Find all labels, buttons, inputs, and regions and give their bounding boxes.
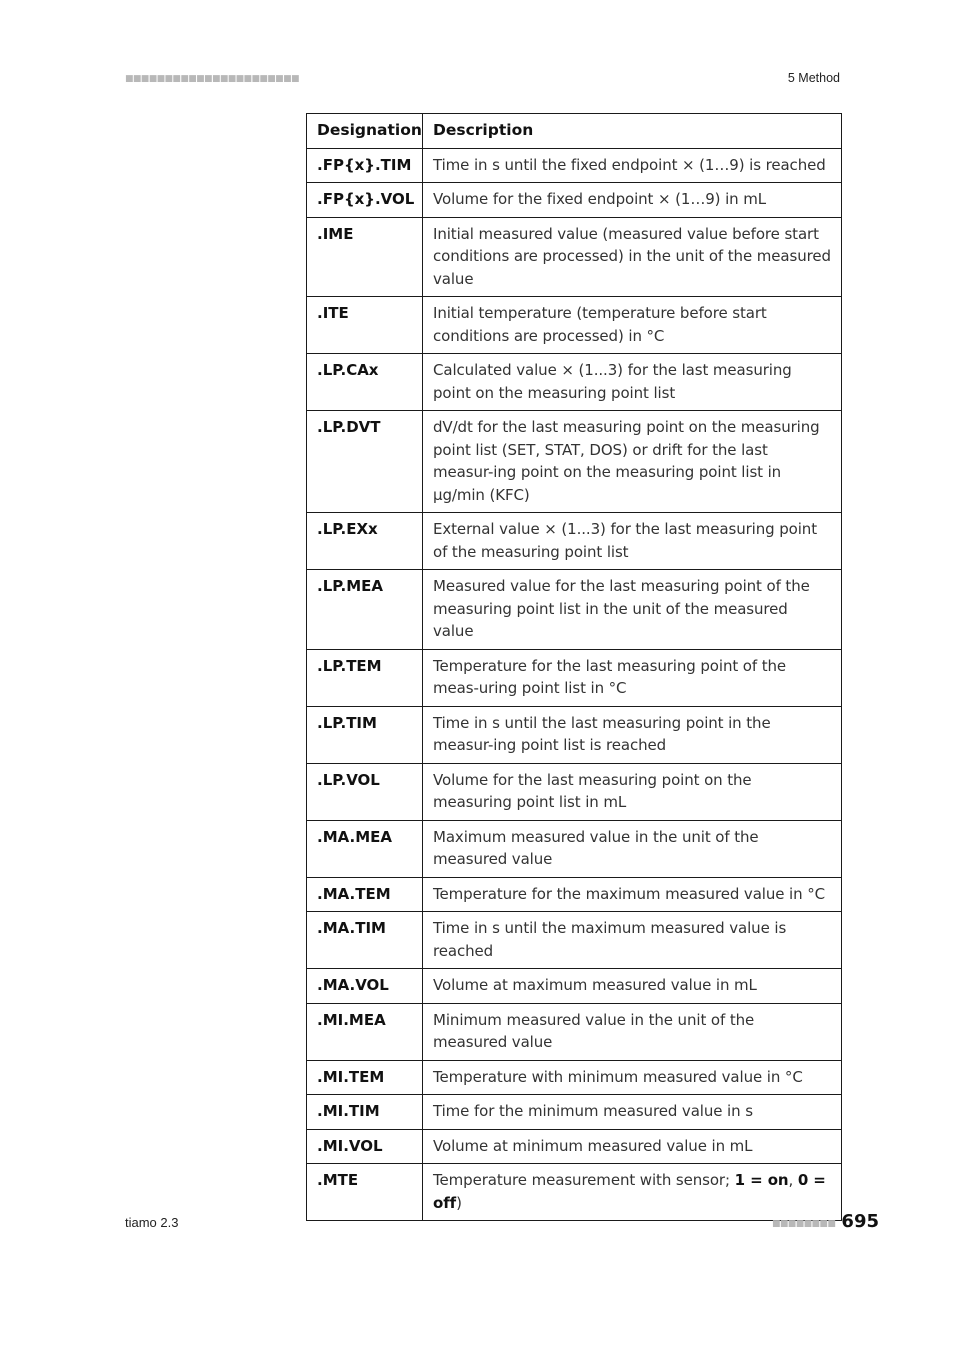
section-title: 5 Method — [787, 71, 840, 85]
on-value-text: 1 = on — [734, 1171, 789, 1189]
description-cell: Time in s until the maximum measured value is reached — [423, 912, 842, 969]
description-cell — [423, 1164, 842, 1221]
table-row — [307, 513, 842, 570]
table-row — [307, 297, 842, 354]
table-row — [307, 148, 842, 183]
table-row — [307, 1129, 842, 1164]
description-cell: Time for the minimum measured value in s — [423, 1095, 842, 1130]
designation-cell: .LP.EXx — [307, 513, 423, 570]
designation-cell: .MI.TEM — [307, 1060, 423, 1095]
page-number: 695 — [841, 1211, 879, 1232]
designation-cell: .MA.VOL — [307, 969, 423, 1004]
table-row — [307, 1095, 842, 1130]
description-cell: Maximum measured value in the unit of the measured value — [423, 820, 842, 877]
description-cell: Time in s until the last measuring point in the measur-ing point list is reached — [423, 706, 842, 763]
designation-table — [306, 113, 842, 1221]
table-row — [307, 1164, 842, 1221]
table-row — [307, 969, 842, 1004]
designation-cell: .LP.MEA — [307, 570, 423, 650]
description-cell: Minimum measured value in the unit of the measured value — [423, 1003, 842, 1060]
designation-cell: .LP.TIM — [307, 706, 423, 763]
designation-cell: .LP.CAx — [307, 354, 423, 411]
table-row — [307, 1060, 842, 1095]
product-name: tiamo 2.3 — [125, 1215, 179, 1230]
table-row — [307, 217, 842, 297]
designation-cell: .LP.TEM — [307, 649, 423, 706]
header-decoration: ■■■■■■■■■■■■■■■■■■■■■■ — [125, 74, 299, 84]
table-row — [307, 763, 842, 820]
designation-cell: .MI.VOL — [307, 1129, 423, 1164]
description-cell: Temperature for the maximum measured value in °C — [423, 877, 842, 912]
designation-cell: .MA.MEA — [307, 820, 423, 877]
table-row — [307, 649, 842, 706]
table-header-row — [307, 114, 842, 149]
table-row — [307, 706, 842, 763]
table-row — [307, 411, 842, 513]
description-text: Temperature measurement with sensor; — [433, 1171, 735, 1189]
separator-text: , — [788, 1171, 798, 1189]
designation-cell: .IME — [307, 217, 423, 297]
table-row — [307, 877, 842, 912]
table-row — [307, 354, 842, 411]
column-header-designation: Designation — [307, 114, 423, 149]
table-row — [307, 820, 842, 877]
designation-cell: .MA.TIM — [307, 912, 423, 969]
designation-cell: .MA.TEM — [307, 877, 423, 912]
description-cell: Initial temperature (temperature before start conditions are processed) in °C — [423, 297, 842, 354]
description-cell: dV/dt for the last measuring point on the measuring point list (SET, STAT, DOS) or drift for the last measur-ing point on the measuring point list in µg/min (KFC) — [423, 411, 842, 513]
designation-cell: .FP{x}.VOL — [307, 183, 423, 218]
designation-cell: .MI.TIM — [307, 1095, 423, 1130]
description-cell: Volume for the last measuring point on the measuring point list in mL — [423, 763, 842, 820]
description-cell: Temperature with minimum measured value in °C — [423, 1060, 842, 1095]
column-header-description: Description — [423, 114, 842, 149]
designation-cell: .FP{x}.TIM — [307, 148, 423, 183]
description-cell: Volume at minimum measured value in mL — [423, 1129, 842, 1164]
description-cell: External value × (1...3) for the last measuring point of the measuring point list — [423, 513, 842, 570]
description-cell: Calculated value × (1...3) for the last measuring point on the measuring point list — [423, 354, 842, 411]
description-cell: Volume for the fixed endpoint × (1…9) in mL — [423, 183, 842, 218]
table-row — [307, 1003, 842, 1060]
designation-cell: .MI.MEA — [307, 1003, 423, 1060]
designation-cell: .LP.VOL — [307, 763, 423, 820]
designation-cell: .MTE — [307, 1164, 423, 1221]
description-cell: Initial measured value (measured value before start conditions are processed) in the unit of the measured value — [423, 217, 842, 297]
footer-decoration: ■■■■■■■■ — [772, 1219, 836, 1229]
designation-cell: .LP.DVT — [307, 411, 423, 513]
table-row — [307, 912, 842, 969]
closing-paren-text: ) — [456, 1193, 462, 1212]
description-cell: Time in s until the fixed endpoint × (1…9) is reached — [423, 148, 842, 183]
description-cell: Measured value for the last measuring point of the measuring point list in the unit of the measured value — [423, 570, 842, 650]
description-cell: Temperature for the last measuring point of the meas-uring point list in °C — [423, 649, 842, 706]
off-value-text: 0 = off — [433, 1171, 826, 1212]
designation-cell: .ITE — [307, 297, 423, 354]
description-cell: Volume at maximum measured value in mL — [423, 969, 842, 1004]
table-row — [307, 183, 842, 218]
table-row — [307, 570, 842, 650]
